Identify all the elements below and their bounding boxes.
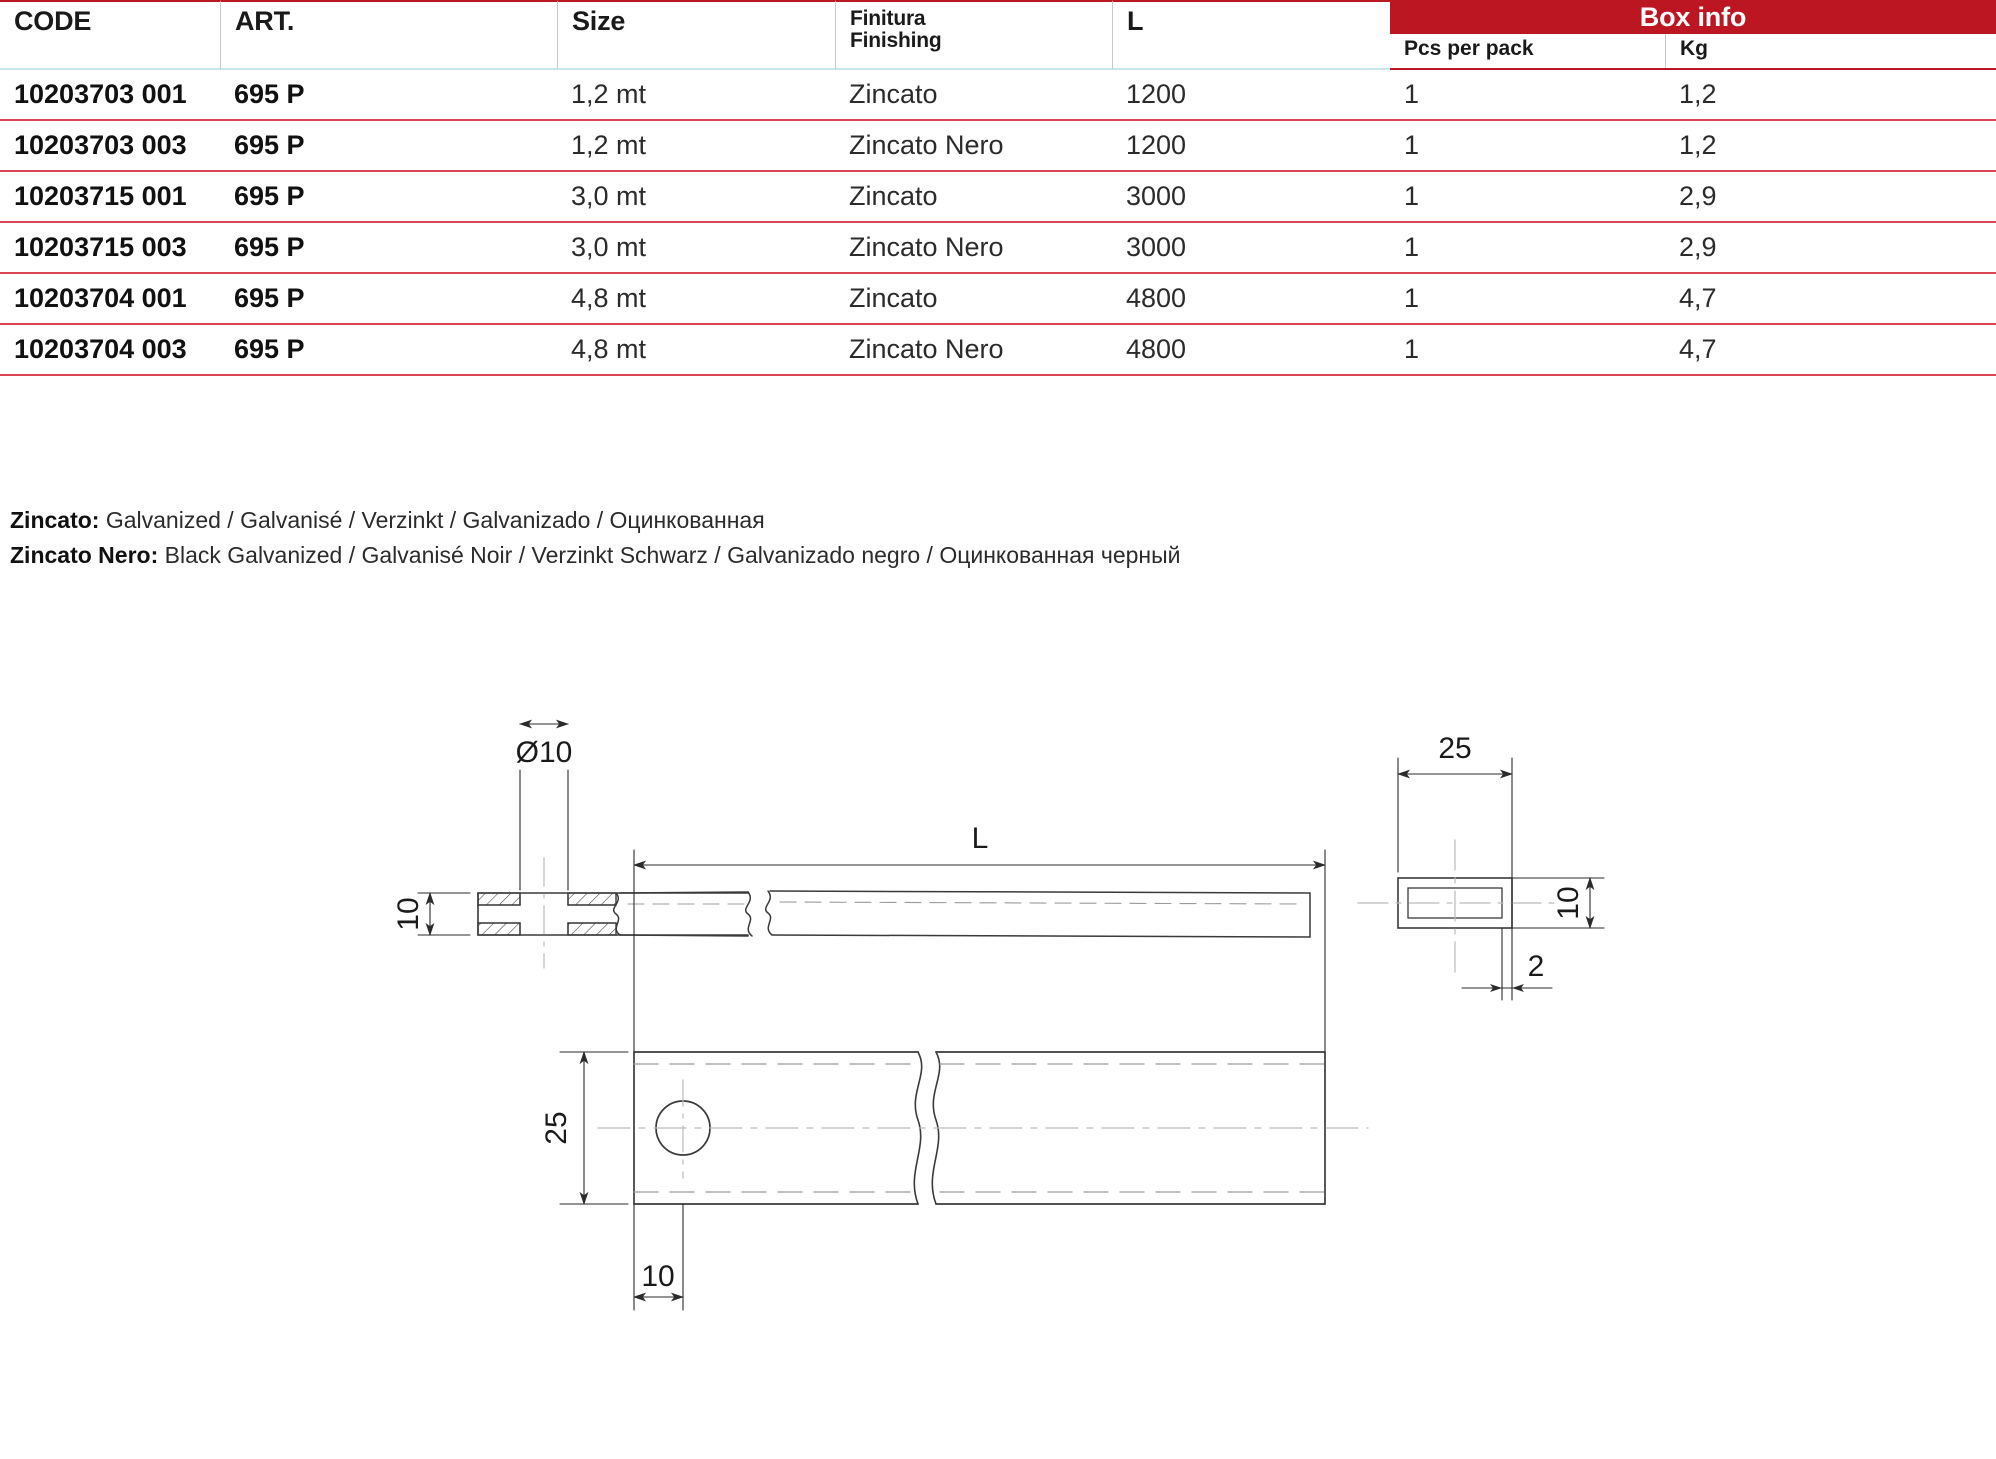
- cell-length: 3000: [1112, 171, 1390, 222]
- cell-finishing: Zincato: [835, 171, 1112, 222]
- column-header-finishing-label: Finishing: [850, 29, 942, 53]
- legend-text-zincato-nero: Black Galvanized / Galvanisé Noir / Verzinkt Schwarz / Galvanizado negro / Оцинкованная черный: [158, 542, 1181, 568]
- cell-finishing: Zincato: [835, 70, 1112, 120]
- cell-code: 10203715 003: [0, 222, 220, 273]
- table-row: [0, 324, 1996, 375]
- cell-pcs-per-pack: 1: [1390, 120, 1665, 171]
- cell-length: 1200: [1112, 120, 1390, 171]
- cell-art: 695 P: [220, 171, 557, 222]
- column-header-art: [220, 0, 557, 70]
- dim-side-height: [418, 893, 470, 935]
- box-info-title: Box info: [1390, 0, 1996, 34]
- column-header-finitura-label: Finitura: [850, 7, 926, 30]
- cell-kg: 1,2: [1665, 120, 1996, 171]
- cell-kg: 1,2: [1665, 70, 1996, 120]
- dim-label-section-height: 10: [1552, 886, 1585, 920]
- column-header-size-label: Size: [572, 6, 626, 36]
- cell-size: 4,8 mt: [557, 324, 835, 375]
- cell-code: 10203704 003: [0, 324, 220, 375]
- column-header-length-label: L: [1127, 6, 1144, 36]
- cell-art: 695 P: [220, 70, 557, 120]
- cell-length: 1200: [1112, 70, 1390, 120]
- cell-length: 3000: [1112, 222, 1390, 273]
- finishing-legend: [10, 503, 1410, 573]
- table-row: [0, 70, 1996, 120]
- dim-label-hole-offset: 10: [641, 1260, 675, 1293]
- cell-size: 1,2 mt: [557, 120, 835, 171]
- legend-text-zincato: Galvanized / Galvanisé / Verzinkt / Galvanizado / Оцинкованная: [99, 507, 765, 533]
- dim-label-length: L: [971, 822, 989, 855]
- cell-code: 10203703 003: [0, 120, 220, 171]
- cell-code: 10203704 001: [0, 273, 220, 324]
- column-header-length: [1112, 0, 1390, 70]
- dim-label-side-height: 10: [392, 897, 425, 931]
- side-view-break: [746, 891, 772, 936]
- table-row: [0, 171, 1996, 222]
- cell-art: 695 P: [220, 120, 557, 171]
- cell-code: 10203703 001: [0, 70, 220, 120]
- column-header-code: [0, 0, 220, 70]
- column-header-pcs-per-pack: Pcs per pack: [1404, 37, 1534, 60]
- cell-pcs-per-pack: 1: [1390, 273, 1665, 324]
- cell-pcs-per-pack: 1: [1390, 70, 1665, 120]
- side-view-right-segment: [770, 891, 1310, 937]
- cell-finishing: Zincato Nero: [835, 324, 1112, 375]
- column-header-code-label: CODE: [14, 6, 92, 36]
- column-header-box-info: [1390, 0, 1996, 70]
- cell-kg: 4,7: [1665, 273, 1996, 324]
- cell-finishing: Zincato Nero: [835, 222, 1112, 273]
- cell-art: 695 P: [220, 324, 557, 375]
- table-body: [0, 70, 1996, 375]
- table-header: [0, 0, 1996, 70]
- cell-size: 1,2 mt: [557, 70, 835, 120]
- table-row: [0, 222, 1996, 273]
- cell-art: 695 P: [220, 222, 557, 273]
- column-header-kg: Kg: [1665, 34, 1996, 68]
- column-header-art-label: ART.: [235, 6, 295, 36]
- cell-art: 695 P: [220, 273, 557, 324]
- cell-pcs-per-pack: 1: [1390, 324, 1665, 375]
- spec-table-container: [0, 0, 1996, 376]
- dim-label-hole-diameter: Ø10: [515, 736, 573, 769]
- dim-label-section-width: 25: [1438, 732, 1472, 765]
- side-view-profile: [478, 892, 748, 936]
- legend-line-zincato: [10, 503, 1410, 538]
- spec-table: [0, 0, 1996, 376]
- column-header-size: [557, 0, 835, 70]
- cell-size: 3,0 mt: [557, 171, 835, 222]
- cell-kg: 2,9: [1665, 222, 1996, 273]
- table-row: [0, 273, 1996, 324]
- cell-kg: 2,9: [1665, 171, 1996, 222]
- dim-label-front-height: 25: [540, 1111, 573, 1145]
- cell-length: 4800: [1112, 273, 1390, 324]
- cell-length: 4800: [1112, 324, 1390, 375]
- cell-kg: 4,7: [1665, 324, 1996, 375]
- cell-pcs-per-pack: 1: [1390, 222, 1665, 273]
- legend-line-zincato-nero: [10, 538, 1410, 573]
- cell-pcs-per-pack: 1: [1390, 171, 1665, 222]
- cell-finishing: Zincato Nero: [835, 120, 1112, 171]
- technical-drawing: [0, 732, 1996, 1340]
- column-header-finishing: [835, 0, 1112, 70]
- dim-label-wall-thickness: 2: [1527, 950, 1545, 983]
- dim-length-L: [634, 850, 1325, 1052]
- legend-label-zincato: Zincato:: [10, 507, 100, 533]
- legend-label-zincato-nero: Zincato Nero:: [10, 542, 159, 568]
- table-row: [0, 120, 1996, 171]
- cell-finishing: Zincato: [835, 273, 1112, 324]
- cell-size: 3,0 mt: [557, 222, 835, 273]
- cell-size: 4,8 mt: [557, 273, 835, 324]
- cell-code: 10203715 001: [0, 171, 220, 222]
- dim-hole-offset: [634, 1204, 683, 1310]
